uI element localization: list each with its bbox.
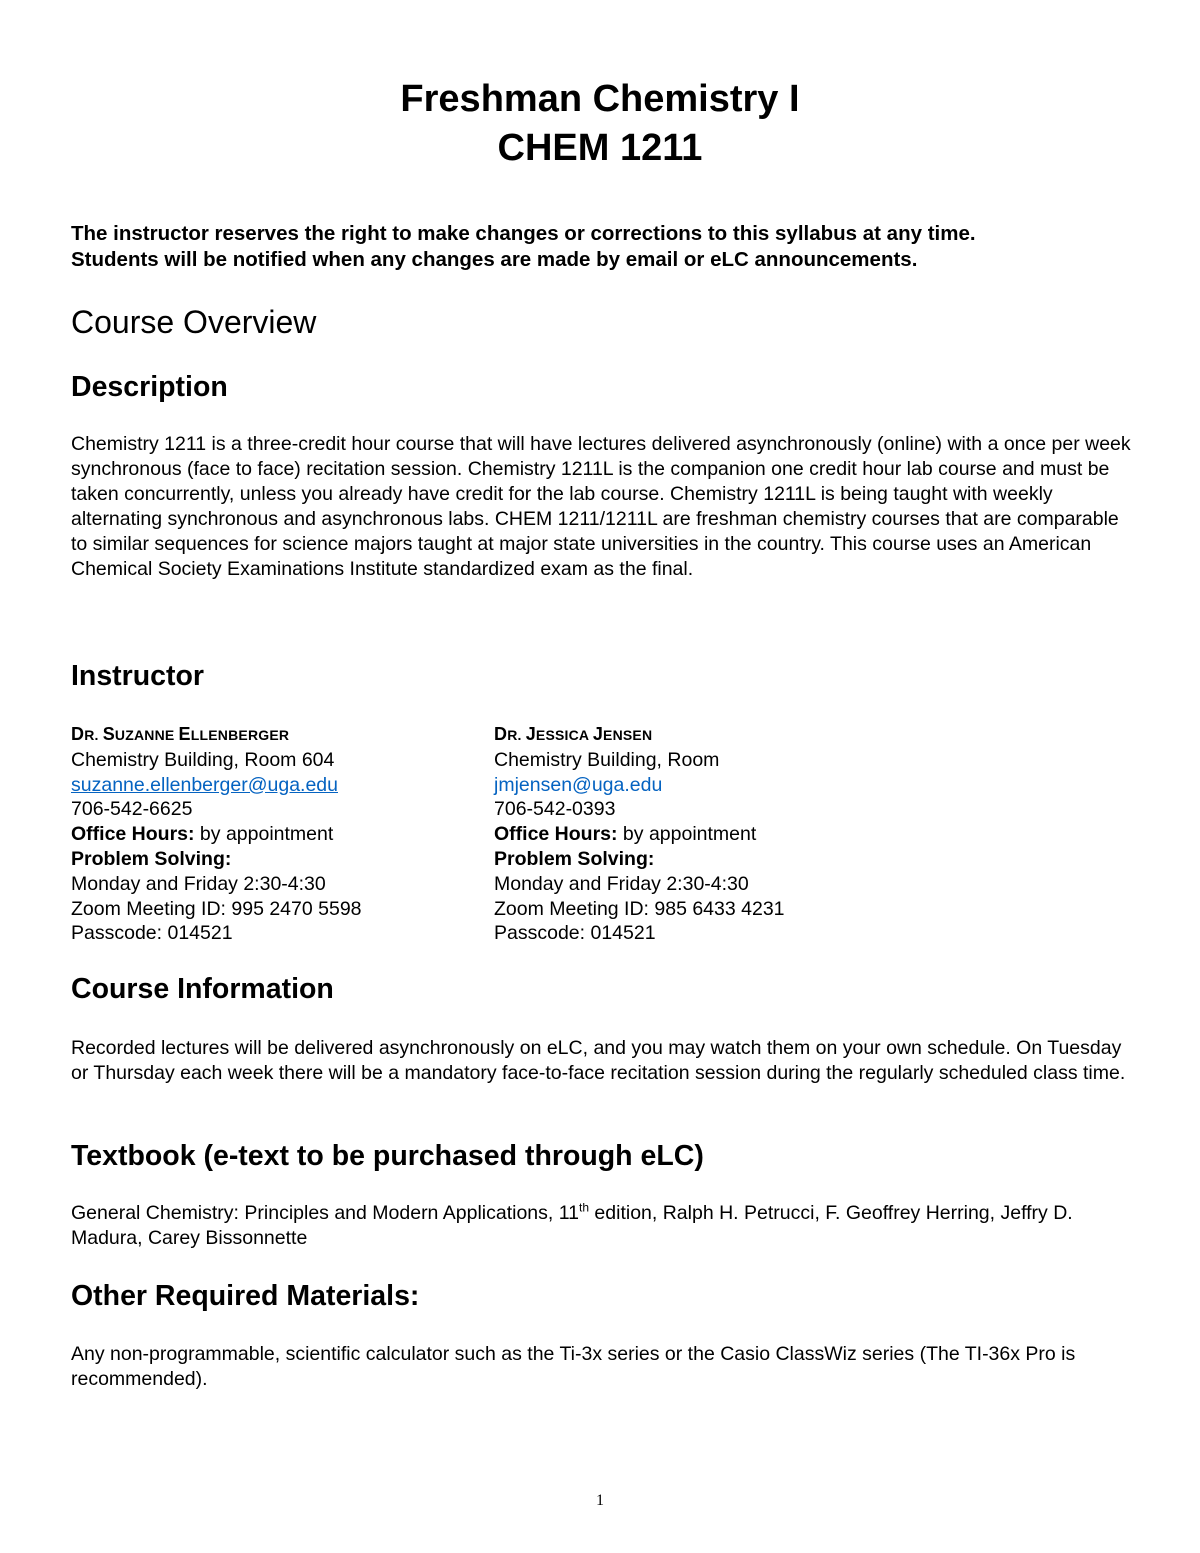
course-code: CHEM 1211	[497, 127, 703, 169]
problem-solving-time: Monday and Friday 2:30-4:30	[71, 872, 326, 895]
instructor-card-jensen	[494, 722, 914, 946]
office-hours: Office Hours: by appointment	[71, 823, 334, 846]
description-heading: Description	[71, 371, 228, 403]
instructor-email-link[interactable]: jmjensen@uga.edu	[494, 773, 663, 796]
zoom-passcode: Passcode: 014521	[494, 922, 656, 945]
instructor-heading: Instructor	[71, 660, 205, 692]
zoom-passcode: Passcode: 014521	[71, 922, 233, 945]
instructor-name: DR. JESSICA JENSEN	[494, 724, 653, 744]
document-title: Freshman Chemistry I	[400, 78, 800, 120]
instructor-office: Chemistry Building, Room 604	[71, 748, 335, 771]
problem-solving-label: Problem Solving:	[71, 847, 232, 870]
office-hours: Office Hours: by appointment	[494, 823, 757, 846]
course-information-text: Recorded lectures will be delivered asynchronously on eLC, and you may watch them on your own schedule. On Tuesday or Thursday each week there will be a mandatory face-to-face recitation session during the regularly scheduled class time.	[71, 1037, 1126, 1084]
course-information-heading: Course Information	[71, 973, 334, 1005]
problem-solving-label: Problem Solving:	[494, 847, 655, 870]
instructor-card-ellenberger	[71, 722, 491, 946]
syllabus-notice	[71, 221, 1141, 273]
description-text: Chemistry 1211 is a three-credit hour course that will have lectures delivered asynchronously (online) with a once per week synchronous (face to face) recitation session. Chemistry 1211L is the companion one credit hour lab course and must be taken concurrently, unless you already have credit for the lab course. Chemistry 1211L is being taught with weekly alternating synchronous and asynchronous labs. CHEM 1211/1211L are freshman chemistry courses that are comparable to similar sequences for science majors taught at major state universities in the country. This course uses an American Chemical Society Examinations Institute standardized exam as the final.	[71, 433, 1131, 580]
materials-text: Any non-programmable, scientific calculator such as the Ti-3x series or the Casio ClassWiz series (The TI-36x Pro is recommended).	[71, 1343, 1076, 1390]
textbook-heading: Textbook (e-text to be purchased through eLC)	[71, 1140, 704, 1172]
instructor-phone: 706-542-0393	[494, 798, 616, 821]
instructor-name: DR. SUZANNE ELLENBERGER	[71, 724, 290, 744]
page-number: 1	[596, 1492, 604, 1509]
zoom-meeting-id: Zoom Meeting ID: 995 2470 5598	[71, 897, 362, 920]
course-overview-heading: Course Overview	[71, 304, 317, 340]
notice-line-2: Students will be notified when any changes are made by email or eLC announcements.	[71, 248, 918, 271]
notice-line-1: The instructor reserves the right to make changes or corrections to this syllabus at any time.	[71, 222, 976, 245]
zoom-meeting-id: Zoom Meeting ID: 985 6433 4231	[494, 897, 785, 920]
problem-solving-time: Monday and Friday 2:30-4:30	[494, 872, 749, 895]
textbook-text: General Chemistry: Principles and Modern Applications, 11th edition, Ralph H. Petrucci, F. Geoffrey Herring, Jeffry D. Madura, Carey Bissonnette	[71, 1200, 1073, 1249]
instructor-office: Chemistry Building, Room	[494, 748, 720, 771]
instructor-phone: 706-542-6625	[71, 798, 193, 821]
instructor-email-link[interactable]: suzanne.ellenberger@uga.edu	[71, 773, 338, 796]
materials-heading: Other Required Materials:	[71, 1280, 420, 1312]
